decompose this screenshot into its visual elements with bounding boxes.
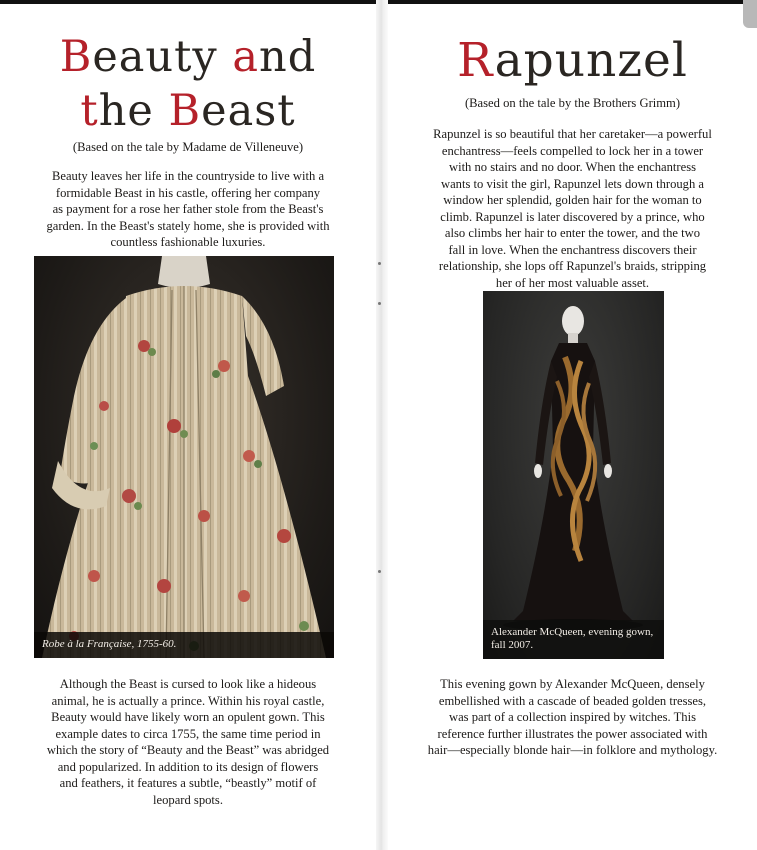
text-line: hair—especially blonde hair—in folklore and mythology. [427,743,718,757]
text-line: Beauty would have likely worn an opulent gown. This [51,710,325,724]
text-line: which the story of “Beauty and the Beast” was abridged [46,743,330,757]
text-line: example dates to circa 1755, the same time period in [55,726,321,741]
title-text: east [201,86,296,136]
rapunzel-body-paragraph [392,676,753,759]
text-line: This evening gown by Alexander McQueen, densely [440,677,705,691]
rapunzel-title [388,32,757,90]
text-line: formidable Beast in his castle, offering her company [55,185,321,200]
mcqueen-gown-photo [483,291,664,659]
gown-photo-caption [483,620,664,659]
text-line: Although the Beast is cursed to look like a hideous [59,677,317,691]
staple-mark [378,570,381,573]
staple-mark [378,262,381,265]
rapunzel-source-subtitle: (Based on the tale by the Brothers Grimm) [464,96,681,110]
beauty-intro-paragraph [20,168,356,251]
text-line: animal, he is actually a prince. Within his royal castle, [51,693,325,708]
text-line: window her splendid, golden hair for the woman to [443,193,702,207]
beauty-and-the-beast-title [10,30,366,138]
title-initial: B [168,86,202,136]
text-line: Rapunzel is so beautiful that her caretaker—a powerful [433,127,712,141]
title-initial: R [457,33,495,88]
text-line: garden. In the Beast's stately home, she is provided with [46,218,330,233]
text-line: embellished with a cascade of beaded golden tresses, [438,693,707,708]
text-line: and popularized. In addition to its design of flowers [57,759,319,774]
staple-mark [378,302,381,305]
text-line: leopard spots. [153,792,223,807]
text-line: climb. Rapunzel is later discovered by a prince, who [440,209,705,224]
caption-line: Alexander McQueen, evening gown, [491,626,654,638]
rapunzel-intro-paragraph [392,126,753,291]
text-line: enchantress—feels compelled to lock her in a tower [441,143,704,158]
text-line: with no stairs and no door. When the enchantress [448,160,697,174]
text-line: and feathers, it features a subtle, “beastly” motif of [59,776,317,790]
caption-line: fall 2007. [491,639,534,651]
text-line: reference further illustrates the power associated with [437,726,708,741]
title-initial: a [232,32,260,82]
text-line: fall in love. When the enchantress discovers their [448,242,697,257]
beauty-body-paragraph [20,676,356,808]
text-line: wants to visit the girl, Rapunzel lets down through a [440,176,705,191]
beauty-source-subtitle: (Based on the tale by Madame de Villeneuve) [72,140,304,154]
text-line: her of her most valuable asset. [495,275,650,290]
rapunzel-page [388,0,757,850]
title-initial: B [59,32,93,82]
robe-photo-caption: Robe à la Française, 1755-60. [34,632,334,658]
floral-gown-illustration [34,256,334,658]
text-line: countless fashionable luxuries. [110,235,266,249]
text-line: relationship, she lops off Rapunzel's braids, stripping [438,259,707,273]
title-text: eauty [92,32,233,82]
beauty-and-the-beast-page [0,0,376,850]
title-text: nd [259,32,317,82]
book-spine [376,0,388,850]
black-gown-illustration [483,291,664,659]
text-line: as payment for a rose her father stole from the Beast's [52,202,324,216]
robe-a-la-francaise-photo [34,256,334,658]
text-line: also climbs her hair to enter the tower, and the two [444,226,701,240]
text-line: was part of a collection inspired by witches. This [448,710,697,724]
title-initial: t [80,86,99,136]
text-line: Beauty leaves her life in the countryside to live with a [51,169,325,183]
title-text: apunzel [494,33,688,88]
title-text: he [98,86,169,136]
